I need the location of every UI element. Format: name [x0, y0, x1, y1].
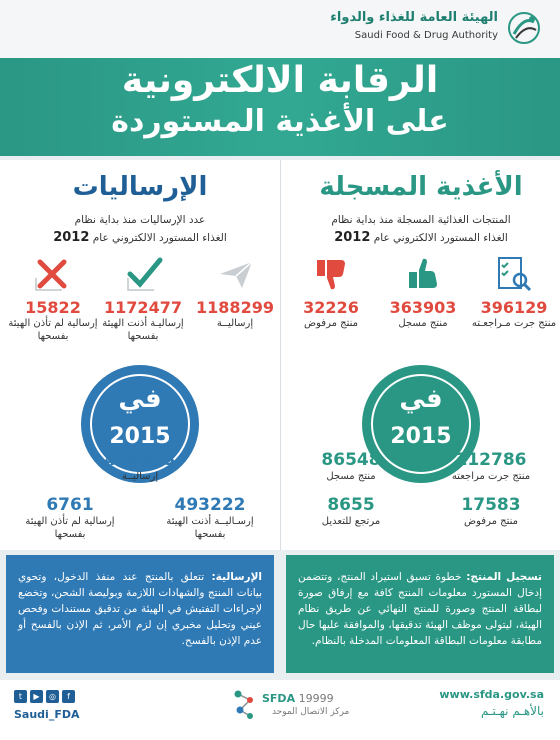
shipments-2015-approved: 493222 إرسـاليــة أذنت الهيئة بفسحها	[166, 495, 254, 540]
year-circle-shipments: في 2015	[81, 365, 199, 483]
page-title: الرقابة الالكترونية	[121, 60, 439, 101]
org-name-en: Saudi Food & Drug Authority	[354, 30, 498, 41]
youtube-icon[interactable]: ▶	[30, 690, 43, 703]
x-mark-icon	[32, 254, 72, 294]
stat-registered-products: 363903 منتج مسجل	[389, 298, 457, 329]
foods-subtitle-line1: المنتجات الغذائية المسجلة منذ بداية نظام	[331, 214, 511, 226]
shipments-start-year: 2012	[53, 230, 90, 245]
shipment-definition-head: الإرسالية:	[211, 571, 262, 583]
org-name-ar: الهيئة العامة للغذاء والدواء	[330, 10, 498, 25]
registered-foods-section	[280, 160, 560, 550]
year-circle-foods: في 2015	[362, 365, 480, 483]
sfda-logo	[172, 10, 542, 50]
registration-definition-head: تسجيل المنتج:	[466, 571, 542, 583]
paper-plane-icon	[216, 254, 256, 294]
website-link[interactable]: www.sfda.gov.sa	[439, 688, 544, 701]
social-icons	[14, 690, 114, 704]
stat-approved-shipments: 1172477 إرساليـة أذنت الهيئة بفسحها	[102, 298, 184, 342]
registration-definition-text: خطوة تسبق استيراد المنتج، وتتضمن إدخال المستورد معلومات المنتج كافة مع إرفاق صورة لبطاقة المنتج وصورة للمنتج النهائي عن طريق نظام الهيئة، ليتولى موظف الهيئة تدقيقها، والموافقة عليها حال مطابقة معلومات البطاقة المعلومات المدخلة بالنظام.	[298, 571, 542, 647]
registration-definition-box	[286, 555, 554, 673]
twitter-icon[interactable]: t	[14, 690, 27, 703]
foods-2015-registered: 86548 منتج مسجل	[321, 450, 381, 482]
foods-2015-returned: 8655 مرتجع للتعديل	[321, 495, 381, 527]
foods-2015-rejected: 17583 منتج مرفوض	[461, 495, 521, 527]
shipments-subtitle-line2: الغذاء المستورد الالكتروني عام 2012	[53, 230, 227, 245]
check-mark-icon	[124, 254, 164, 294]
foods-subtitle-line2: الغذاء المستورد الالكتروني عام 2012	[334, 230, 508, 245]
shipments-2015-total: 499983 إرساليــة	[104, 450, 176, 482]
social-handle[interactable]: Saudi_FDA	[14, 708, 80, 721]
stat-reviewed-products: 396129 منتج جرت مـراجعـته	[471, 298, 557, 329]
shipments-section	[0, 160, 280, 550]
call-center-label: مركز الاتصال الموحد	[272, 707, 350, 717]
footer	[0, 680, 560, 740]
shipment-definition-box	[6, 555, 274, 673]
stat-rejected-products: 32226 منتج مرفوض	[303, 298, 359, 329]
foods-2015-reviewed: 112786 منتج جرت مراجعته	[451, 450, 531, 482]
stat-rejected-shipments: 15822 إرسالية لم تأذن الهيئة بفسحها	[8, 298, 98, 342]
stat-total-shipments: 1188299 إرساليــة	[196, 298, 274, 329]
foods-title: الأغذية المسجلة	[319, 172, 523, 202]
thumbs-up-icon	[403, 254, 443, 294]
shipments-subtitle-line1: عدد الإرساليات منذ بداية نظام	[74, 214, 206, 226]
sfda-logo-icon	[506, 10, 542, 46]
shipments-title: الإرساليات	[72, 172, 208, 202]
thumbs-down-icon	[311, 254, 351, 294]
facebook-icon[interactable]: f	[62, 690, 75, 703]
call-center-number: SFDA 19999	[262, 692, 334, 705]
molecule-icon	[232, 688, 256, 722]
shipment-definition-text: تتعلق بالمنتج عند منفذ الدخول، وتحوي بيانات المنتج والشهادات اللازمة وبوليصة الشحن، وتخضع لإجراءات التفتيش في الهيئة من تدقيق مستندات وفحص عيني وتحليل مخبري إن لزم الأمر، ثم الإذن بالفسح أو عدم الإذن بالفسح.	[18, 571, 262, 647]
page-subtitle: على الأغذية المستوردة	[111, 104, 449, 139]
shipments-2015-rejected: 6761 إرسالية لم تأذن الهيئة بفسحها	[25, 495, 115, 540]
foods-start-year: 2012	[334, 230, 371, 245]
checklist-search-icon	[493, 254, 533, 294]
instagram-icon[interactable]: ◎	[46, 690, 59, 703]
slogan: بالأهـم نهـتـم	[481, 704, 544, 718]
